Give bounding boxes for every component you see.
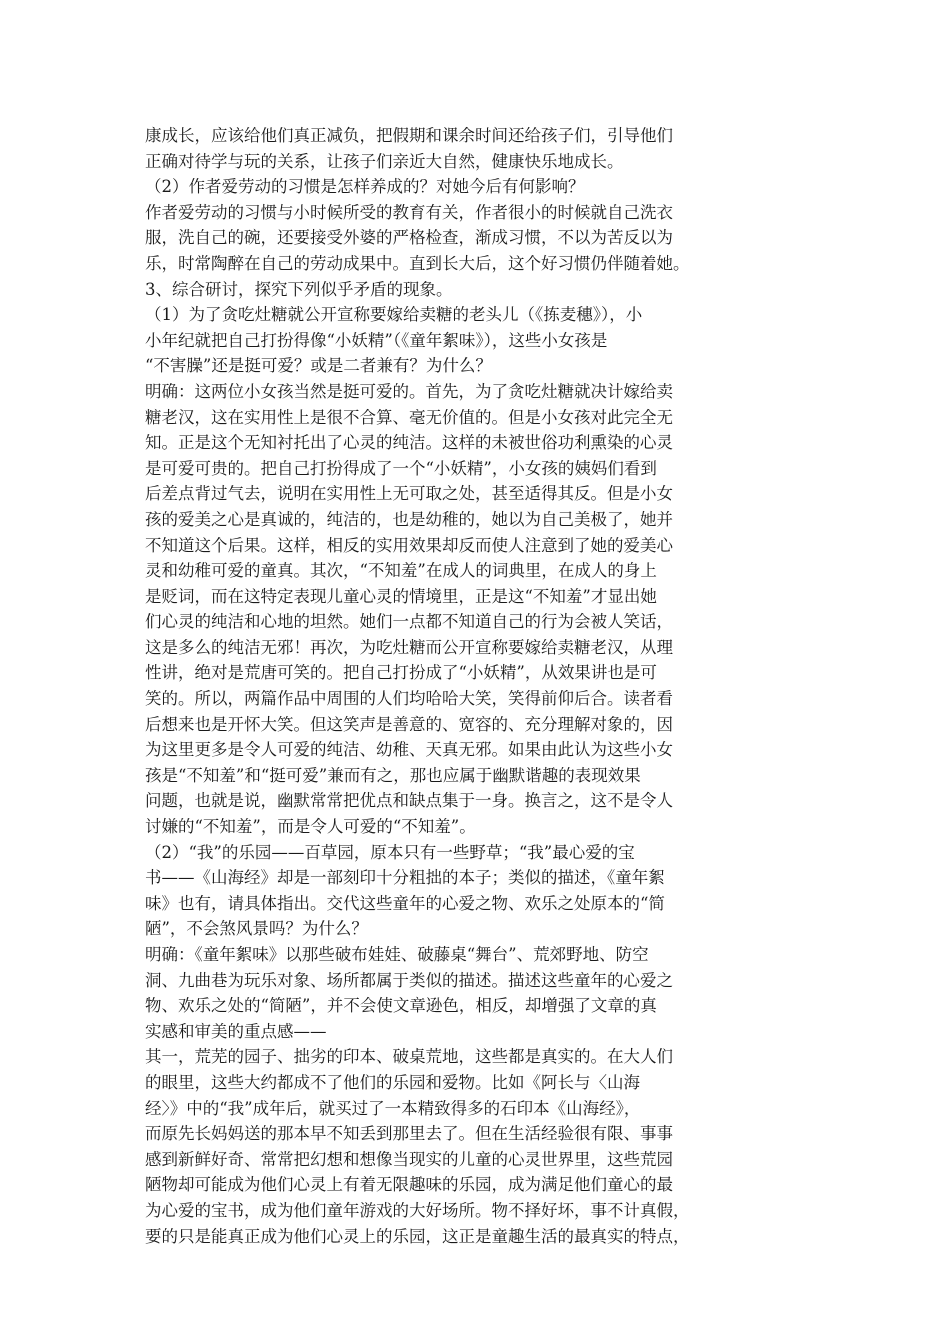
text-line: 味》也有，请具体指出。交代这些童年的心爱之物、欢乐之处原本的“简 <box>145 893 665 913</box>
text-line: 性讲，绝对是荒唐可笑的。把自己打扮成了“小妖精”，从效果讲也是可 <box>145 663 657 683</box>
text-line: 经〉》中的“我”成年后，就买过了一本精致得多的石印本《山海经》， <box>145 1098 641 1118</box>
text-line: 服，洗自己的碗，还要接受外婆的严格检查，渐成习惯，不以为苦反以为 <box>145 228 673 248</box>
text-line: 要的只是能真正成为他们心灵上的乐园，这正是童趣生活的最真实的特点， <box>145 1226 690 1246</box>
text-line: （2）作者爱劳动的习惯是怎样养成的？对她今后有何影响？ <box>145 177 585 197</box>
text-line: 们心灵的纯洁和心地的坦然。她们一点都不知道自己的行为会被人笑话， <box>145 612 673 632</box>
text-line: 作者爱劳动的习惯与小时候所受的教育有关，作者很小的时候就自己洗衣 <box>145 202 673 222</box>
text-line: 问题，也就是说，幽默常常把优点和缺点集于一身。换言之，这不是令人 <box>145 791 673 811</box>
text-line: 正确对待学与玩的关系，让孩子们亲近大自然，健康快乐地成长。 <box>145 151 624 171</box>
text-line: （1）为了贪吃灶糖就公开宣称要嫁给卖糖的老头儿（《拣麦穗》），小 <box>145 305 643 325</box>
text-line: 后想来也是开怀大笑。但这笑声是善意的、宽容的、充分理解对象的，因 <box>145 714 673 734</box>
document-body <box>145 123 845 1249</box>
text-line: 小年纪就把自己打扮得像“小妖精”（《童年絮味》），这些小女孩是 <box>145 330 608 350</box>
text-line: 书——《山海经》却是一部刻印十分粗拙的本子；类似的描述，《童年絮 <box>145 868 665 888</box>
text-line: 洞、九曲巷为玩乐对象、场所都属于类似的描述。描述这些童年的心爱之 <box>145 970 673 990</box>
text-line: 感到新鲜好奇、常常把幻想和想像当现实的儿童的心灵世界里，这些荒园 <box>145 1149 673 1169</box>
text-line: 糖老汉，这在实用性上是很不合算、毫无价值的。但是小女孩对此完全无 <box>145 407 673 427</box>
text-line: 这是多么的纯洁无邪！再次，为吃灶糖而公开宣称要嫁给卖糖老汉，从理 <box>145 637 673 657</box>
text-line: 孩的爱美之心是真诚的，纯洁的，也是幼稚的，她以为自己美极了，她并 <box>145 509 673 529</box>
text-line: 孩是“不知羞”和“挺可爱”兼而有之，那也应属于幽默谐趣的表现效果 <box>145 765 641 785</box>
text-line: 明确：《童年絮味》以那些破布娃娃、破藤桌“舞台”、荒郊野地、防空 <box>145 945 649 964</box>
text-line: 其一，荒芜的园子、拙劣的印本、破桌荒地，这些都是真实的。在大人们 <box>145 1047 673 1067</box>
text-line: 明确：这两位小女孩当然是挺可爱的。首先，为了贪吃灶糖就决计嫁给卖 <box>145 381 673 401</box>
text-line: 后差点背过气去，说明在实用性上无可取之处，甚至适得其反。但是小女 <box>145 484 673 504</box>
text-line: 为心爱的宝书，成为他们童年游戏的大好场所。物不择好坏，事不计真假， <box>145 1200 690 1220</box>
text-line: 陋物却可能成为他们心灵上有着无限趣味的乐园，成为满足他们童心的最 <box>145 1175 673 1195</box>
text-line: 笑的。所以，两篇作品中周围的人们均哈哈大笑，笑得前仰后合。读者看 <box>145 689 673 709</box>
text-line: “不害臊”还是挺可爱？或是二者兼有？为什么？ <box>145 356 492 376</box>
text-line: 灵和幼稚可爱的童真。其次，“不知羞”在成人的词典里，在成人的身上 <box>145 561 657 581</box>
text-line: 乐，时常陶醉在自己的劳动成果中。直到长大后，这个好习惯仍伴随着她。 <box>145 253 690 273</box>
text-line: 讨嫌的“不知羞”，而是令人可爱的“不知羞”。 <box>145 817 476 837</box>
text-line: 为这里更多是令人可爱的纯洁、幼稚、天真无邪。如果由此认为这些小女 <box>145 740 673 760</box>
text-line: 物、欢乐之处的“简陋”，并不会使文章逊色，相反，却增强了文章的真 <box>145 996 657 1016</box>
text-line: 3、综合研讨，探究下列似乎矛盾的现象。 <box>145 279 453 299</box>
text-line: 知。正是这个无知衬托出了心灵的纯洁。这样的未被世俗功利熏染的心灵 <box>145 433 673 453</box>
text-line: 实感和审美的重点感—— <box>145 1021 327 1041</box>
text-line: 是贬词，而在这特定表现儿童心灵的情境里，正是这“不知羞”才显出她 <box>145 586 657 606</box>
text-line: （2）“我”的乐园——百草园，原本只有一些野草；“我”最心爱的宝 <box>145 842 635 862</box>
text-line: 的眼里，这些大约都成不了他们的乐园和爱物。比如《阿长与〈山海 <box>145 1072 640 1092</box>
text-line: 康成长，应该给他们真正减负，把假期和课余时间还给孩子们，引导他们 <box>145 126 673 145</box>
text-line: 是可爱可贵的。把自己打扮得成了一个“小妖精”，小女孩的姨妈们看到 <box>145 458 657 478</box>
text-line: 陋”，不会煞风景吗？为什么？ <box>145 919 368 939</box>
text-line: 而原先长妈妈送的那本早不知丢到那里去了。但在生活经验很有限、事事 <box>145 1124 673 1144</box>
text-line: 不知道这个后果。这样，相反的实用效果却反而使人注意到了她的爱美心 <box>145 535 673 555</box>
